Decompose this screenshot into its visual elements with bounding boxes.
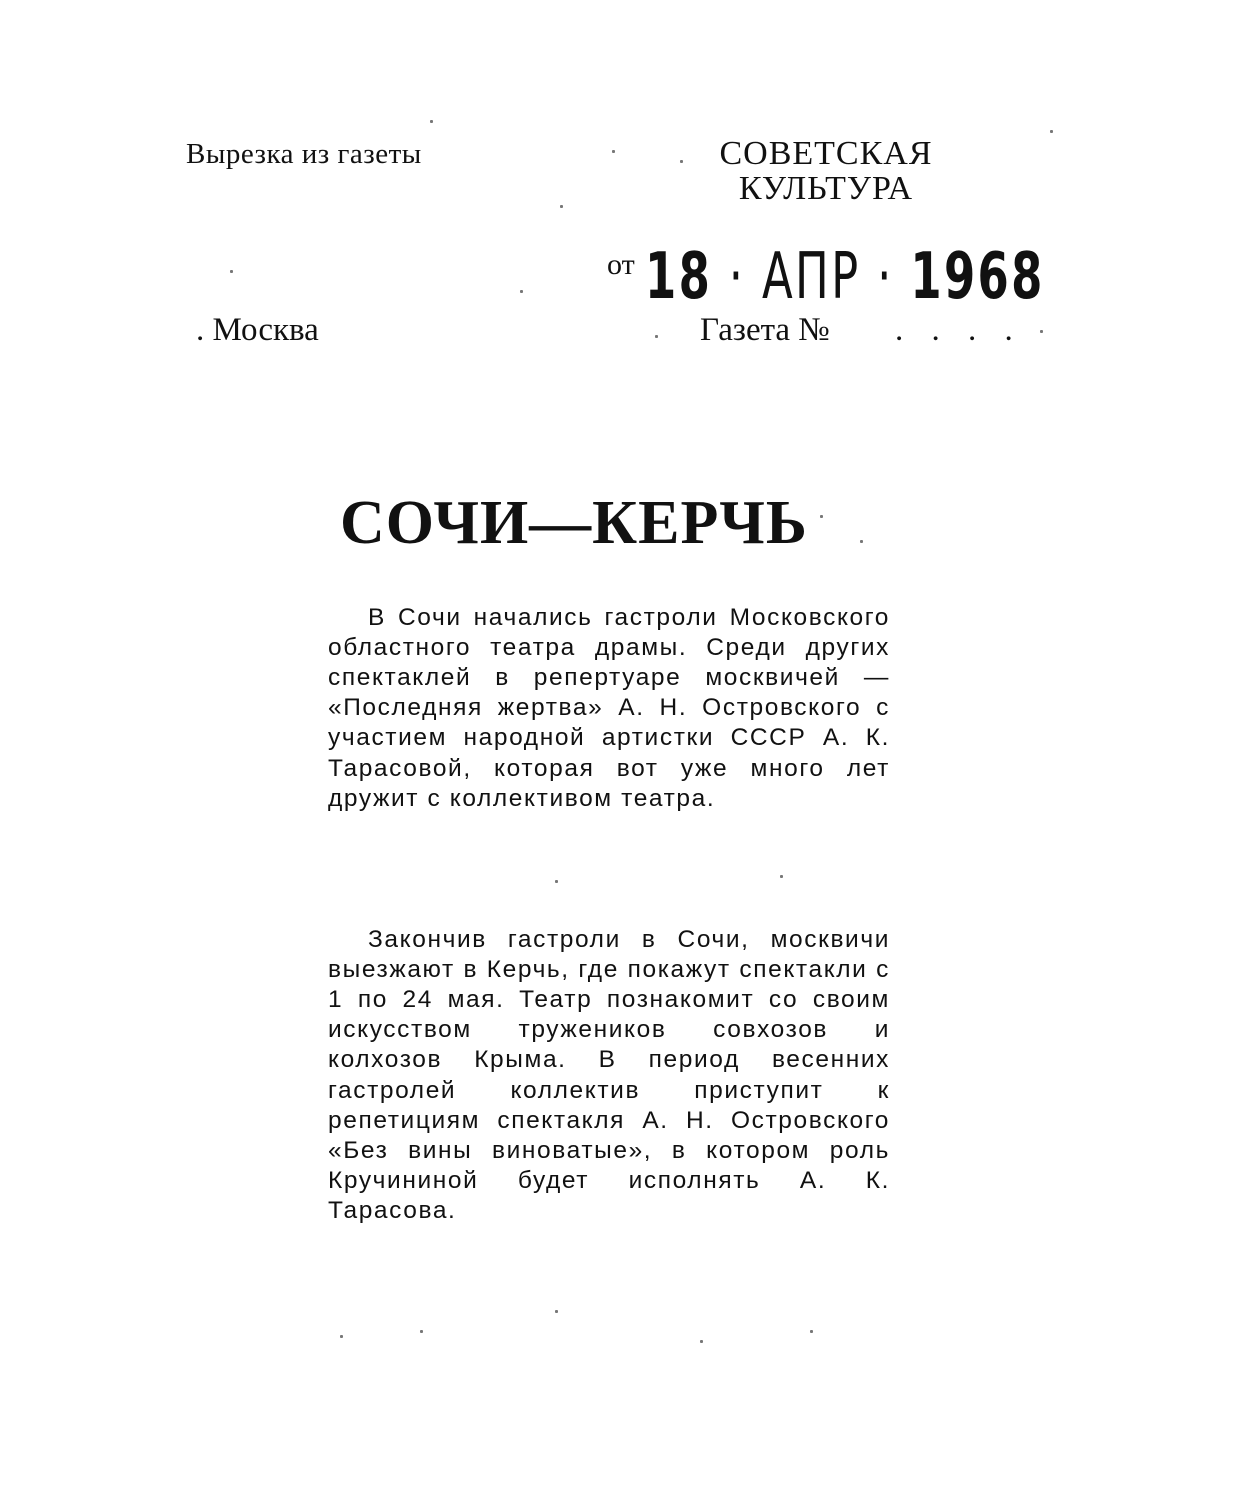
date-stamp xyxy=(645,240,1045,314)
article-headline: СОЧИ—КЕРЧЬ xyxy=(340,489,808,557)
issue-number: . . . . xyxy=(895,312,1023,348)
newspaper-name xyxy=(706,136,946,206)
newspaper-name-line2: КУЛЬТУРА xyxy=(738,170,914,207)
article-paragraph: В Сочи начались гастроли Московского областного театра драмы. Среди других спектаклей в репертуаре москвичей — «Последняя жертва» А. Н. Островского с участием народной артистки СССР А. К. Тарасовой, которая вот уже много лет дружит с коллективом театра. xyxy=(328,603,890,812)
clipping-label: Вырезка из газеты xyxy=(186,138,422,170)
newspaper-name-line1: СОВЕТСКАЯ xyxy=(719,135,933,172)
date-stamp-day: 18 xyxy=(645,240,713,314)
date-stamp-separator: · xyxy=(877,240,894,314)
date-stamp-separator: · xyxy=(728,240,746,314)
article-paragraph: Закончив гастроли в Сочи, москвичи выезжают в Керчь, где покажут спектакли с 1 по 24 мая. Театр познакомит со своим искусством тружеников совхозов и колхозов Крыма. В период весенних гастролей коллектив приступит к репетициям спектакля А. Н. Островского «Без вины виноватые», в котором роль Кручининой будет исполнять А. К. Тарасова. xyxy=(328,925,890,1225)
city-label: . Москва xyxy=(196,312,319,348)
date-prefix: от xyxy=(607,248,635,281)
issue-label: Газета № xyxy=(700,312,830,348)
date-stamp-month: АПР xyxy=(761,240,861,314)
date-stamp-year: 1968 xyxy=(910,240,1045,314)
